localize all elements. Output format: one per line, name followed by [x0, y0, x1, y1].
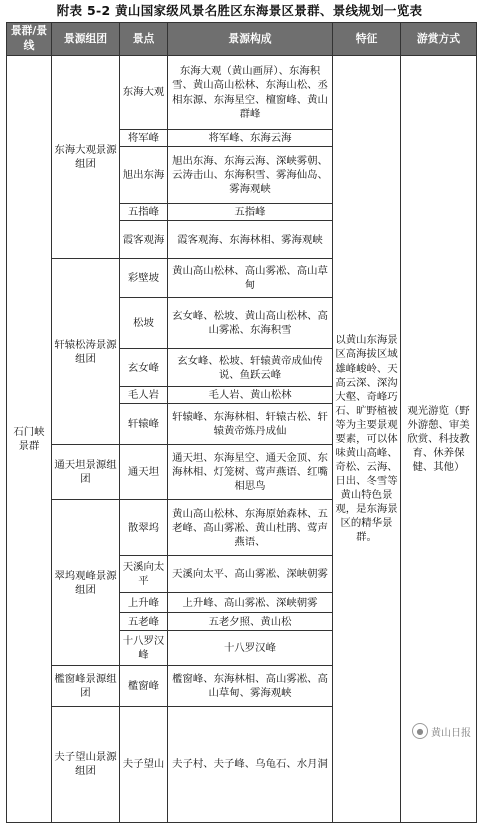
group-cell: 石门峡景群	[7, 56, 52, 823]
spot-cell: 五指峰	[120, 204, 168, 221]
feature-cell: 以黄山东海景区高海拔区域雄峰峻岭、天高云深、深沟大壑、奇峰巧石、旷野植被等为主要景观要素，可以体味黄山高峰、奇松、云海、日出、冬雪等黄山特色景观，是东海景区的精华景群。	[333, 56, 401, 823]
spot-cell: 东海大观	[120, 56, 168, 130]
content-cell: 东海大观（黄山画屏）、东海积雪、黄山高山松林、东海山松、丞相东源、东海星空、檀窗峰、黄山群峰	[168, 56, 333, 130]
cluster-cell: 檻窗峰景源组团	[52, 666, 120, 707]
spot-cell: 五老峰	[120, 613, 168, 631]
header-feature: 特征	[333, 23, 401, 56]
spot-cell: 夫子望山	[120, 707, 168, 822]
header-mode: 游赏方式	[401, 23, 477, 56]
content-cell: 旭出东海、东海云海、深峡雾朝、云涛击山、东海积雪、雾海仙岛、雾海观峡	[168, 147, 333, 204]
table-row	[7, 56, 477, 130]
content-cell: 夫子村、夫子峰、乌龟石、水月洞	[168, 707, 333, 822]
content-cell: 檻窗峰、东海林相、高山雾凇、高山草甸、雾海观峡	[168, 666, 333, 707]
spot-cell: 天溪向太平	[120, 556, 168, 593]
content-cell: 黄山高山松林、高山雾凇、高山草甸	[168, 259, 333, 298]
content-cell: 毛人岩、黄山松林	[168, 387, 333, 404]
spot-cell: 彩壁坡	[120, 259, 168, 298]
content-cell: 轩辕峰、东海林相、轩辕古松、轩辕黄帝炼丹成仙	[168, 404, 333, 445]
spot-cell: 旭出东海	[120, 147, 168, 204]
table-title: 附表 5-2 黄山国家级风景名胜区东海景区景群、景线规划一览表	[56, 3, 423, 18]
spot-cell: 将军峰	[120, 130, 168, 147]
header-content: 景源构成	[168, 23, 333, 56]
content-cell: 五老夕照、黄山松	[168, 613, 333, 631]
wechat-icon: ●	[412, 723, 428, 739]
cluster-cell: 翠坞观峰景源组团	[52, 500, 120, 666]
spot-cell: 十八罗汉峰	[120, 631, 168, 666]
content-cell: 黄山高山松林、东海原始森林、五老峰、高山雾凇、黄山杜鹃、莺声燕语、	[168, 500, 333, 556]
spot-cell: 檻窗峰	[120, 666, 168, 707]
header-cluster: 景源组团	[52, 23, 120, 56]
spot-cell: 散翠坞	[120, 500, 168, 556]
cluster-cell: 东海大观景源组团	[52, 56, 120, 259]
watermark-label: 黄山日报	[431, 727, 471, 739]
spot-cell: 松坡	[120, 298, 168, 349]
content-cell: 上升峰、高山雾凇、深峡朝雾	[168, 593, 333, 613]
spot-cell: 轩辕峰	[120, 404, 168, 445]
content-cell: 将军峰、东海云海	[168, 130, 333, 147]
header-group: 景群/景线	[7, 23, 52, 56]
scenic-plan-table	[6, 22, 477, 823]
cluster-cell: 夫子望山景源组团	[52, 707, 120, 822]
spot-cell: 霞客观海	[120, 221, 168, 259]
spot-cell: 上升峰	[120, 593, 168, 613]
content-cell: 天溪向太平、高山雾凇、深峡朝雾	[168, 556, 333, 593]
spot-cell: 毛人岩	[120, 387, 168, 404]
cluster-cell: 通天坦景源组团	[52, 445, 120, 500]
content-cell: 霞客观海、东海林相、雾海观峡	[168, 221, 333, 259]
content-cell: 十八罗汉峰	[168, 631, 333, 666]
watermark	[412, 723, 471, 739]
content-cell: 玄女峰、松坡、黄山高山松林、高山雾凇、东海积雪	[168, 298, 333, 349]
content-cell: 五指峰	[168, 204, 333, 221]
mode-cell: 观光游览（野外游憩、审美欣赏、科技教育、休养保健、其他）	[401, 56, 477, 823]
cluster-cell: 轩辕松涛景源组团	[52, 259, 120, 445]
spot-cell: 玄女峰	[120, 349, 168, 387]
spot-cell: 通天坦	[120, 445, 168, 500]
header-spot: 景点	[120, 23, 168, 56]
header-row	[7, 23, 477, 56]
content-cell: 通天坦、东海星空、通天金顶、东海林相、灯笼树、莺声燕语、红嘴相思鸟	[168, 445, 333, 500]
content-cell: 玄女峰、松坡、轩辕黄帝成仙传说、鱼跃云峰	[168, 349, 333, 387]
